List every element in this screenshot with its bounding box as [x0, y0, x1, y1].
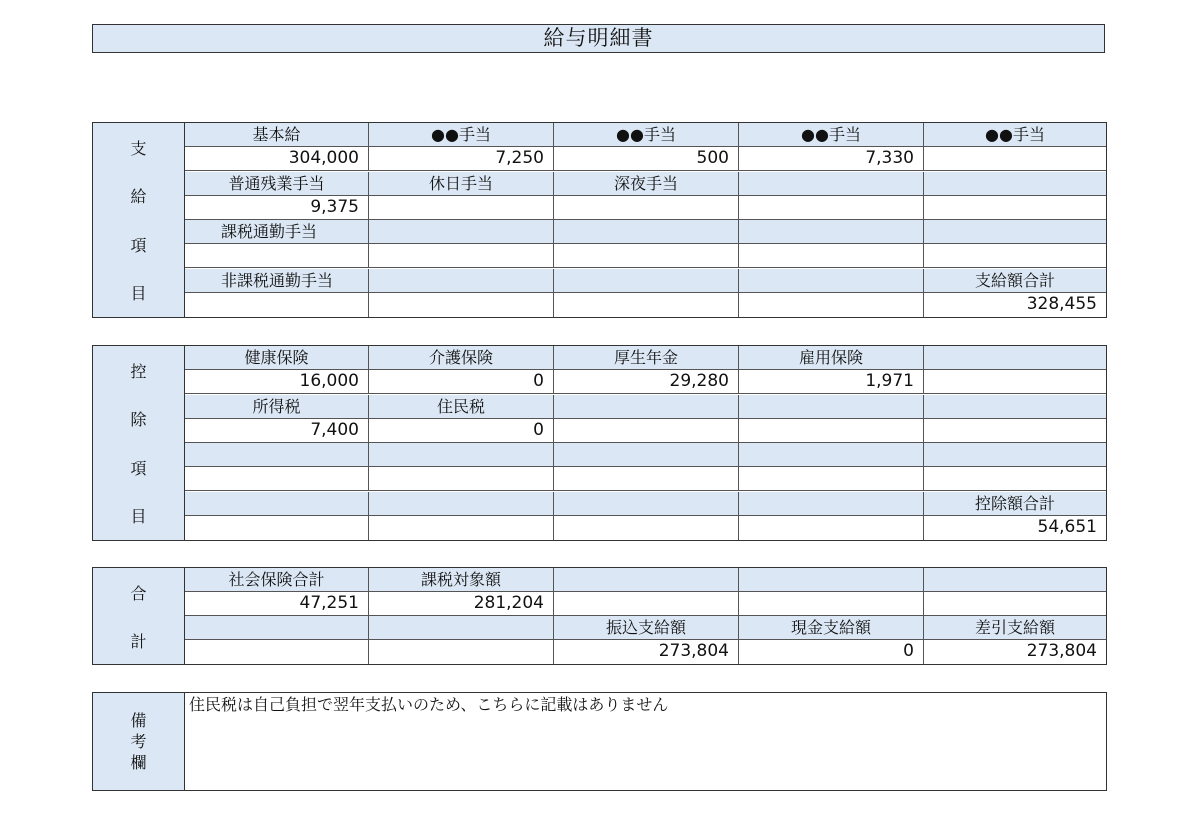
remarks-side-char: 考: [130, 732, 147, 751]
deductions-grid: [185, 346, 1106, 540]
payments-value-cell[interactable]: [369, 293, 554, 317]
remarks-section: [92, 692, 1107, 791]
payments-value-cell[interactable]: 500: [554, 147, 739, 171]
payments-value-cell[interactable]: [369, 196, 554, 220]
payments-header-cell: ●●手当: [739, 123, 924, 147]
totals-side-label: [93, 568, 185, 664]
deductions-side-char: 項: [130, 458, 147, 478]
payments-value-cell[interactable]: 7,250: [369, 147, 554, 171]
payments-value-cell[interactable]: [185, 293, 369, 317]
deductions-value-cell[interactable]: [739, 419, 924, 443]
deductions-side-label: [93, 346, 185, 540]
deductions-header-cell: [739, 395, 924, 419]
deductions-value-cell[interactable]: [924, 419, 1106, 443]
totals-value-cell[interactable]: 281,204: [369, 592, 554, 616]
deductions-header-cell: 雇用保険: [739, 346, 924, 370]
totals-value-cell[interactable]: [554, 592, 739, 616]
remarks-side-label: [93, 693, 185, 790]
payments-header-cell: 休日手当: [369, 172, 554, 196]
payments-value-cell[interactable]: 7,330: [739, 147, 924, 171]
deductions-header-cell: [185, 492, 369, 516]
deductions-value-cell[interactable]: 29,280: [554, 370, 739, 394]
payments-value-cell[interactable]: [554, 293, 739, 317]
payments-value-cell[interactable]: [924, 196, 1106, 220]
payments-value-cell[interactable]: [554, 244, 739, 268]
deductions-value-cell[interactable]: 0: [369, 419, 554, 443]
totals-header-cell: 課税対象額: [369, 568, 554, 592]
page-title: 給与明細書: [92, 24, 1105, 53]
deductions-value-cell[interactable]: [369, 467, 554, 491]
deductions-value-cell[interactable]: 7,400: [185, 419, 369, 443]
totals-value-cell[interactable]: 0: [739, 640, 924, 664]
deductions-header-cell: 控除額合計: [924, 492, 1106, 516]
deductions-header-cell: 介護保険: [369, 346, 554, 370]
totals-grid: [185, 568, 1106, 664]
totals-value-cell[interactable]: [369, 640, 554, 664]
totals-value-cell[interactable]: 47,251: [185, 592, 369, 616]
payments-header-cell: ●●手当: [554, 123, 739, 147]
deductions-header-cell: 健康保険: [185, 346, 369, 370]
payments-side-char: 目: [130, 284, 147, 304]
totals-header-cell: 振込支給額: [554, 616, 739, 640]
deductions-side-char: 控: [130, 361, 147, 381]
totals-header-cell: 社会保険合計: [185, 568, 369, 592]
payments-header-cell: 深夜手当: [554, 172, 739, 196]
deductions-header-cell: [924, 395, 1106, 419]
remarks-side-char: 欄: [130, 753, 147, 772]
payments-header-cell: [924, 172, 1106, 196]
totals-value-cell[interactable]: 273,804: [924, 640, 1106, 664]
deductions-header-cell: [554, 443, 739, 467]
payments-value-cell[interactable]: [739, 196, 924, 220]
deductions-header-cell: 厚生年金: [554, 346, 739, 370]
payments-header-cell: 基本給: [185, 123, 369, 147]
payments-header-cell: 非課税通勤手当: [185, 269, 369, 293]
payments-header-cell: [739, 269, 924, 293]
payments-value-cell[interactable]: [185, 244, 369, 268]
deductions-header-cell: [739, 492, 924, 516]
payments-header-cell: [554, 269, 739, 293]
payments-value-cell[interactable]: [739, 293, 924, 317]
totals-value-cell[interactable]: [739, 592, 924, 616]
totals-header-cell: [924, 568, 1106, 592]
deductions-value-cell[interactable]: 1,971: [739, 370, 924, 394]
totals-header-cell: [185, 616, 369, 640]
payments-header-cell: [739, 220, 924, 244]
payments-side-char: 給: [130, 187, 147, 207]
payments-value-cell[interactable]: [924, 147, 1106, 171]
deductions-value-cell[interactable]: [554, 516, 739, 540]
deductions-value-cell[interactable]: [185, 516, 369, 540]
payments-side-char: 支: [130, 138, 147, 158]
payments-value-cell[interactable]: [554, 196, 739, 220]
deductions-header-cell: [924, 443, 1106, 467]
deductions-value-cell[interactable]: [739, 467, 924, 491]
deductions-header-cell: [554, 395, 739, 419]
payments-header-cell: ●●手当: [924, 123, 1106, 147]
payments-value-cell[interactable]: 328,455: [924, 293, 1106, 317]
totals-header-cell: [554, 568, 739, 592]
totals-header-cell: 現金支給額: [739, 616, 924, 640]
totals-section: [92, 567, 1107, 665]
deductions-value-cell[interactable]: [924, 370, 1106, 394]
totals-header-cell: [369, 616, 554, 640]
payments-header-cell: [554, 220, 739, 244]
deductions-section: [92, 345, 1107, 541]
deductions-header-cell: [739, 443, 924, 467]
deductions-value-cell[interactable]: [554, 467, 739, 491]
deductions-value-cell[interactable]: [924, 467, 1106, 491]
payments-grid: [185, 123, 1106, 317]
totals-value-cell[interactable]: 273,804: [554, 640, 739, 664]
deductions-header-cell: 住民税: [369, 395, 554, 419]
totals-side-char: 合: [130, 583, 147, 603]
payments-header-cell: [369, 220, 554, 244]
payments-value-cell[interactable]: [739, 244, 924, 268]
deductions-header-cell: [369, 443, 554, 467]
deductions-value-cell[interactable]: [185, 467, 369, 491]
deductions-value-cell[interactable]: 54,651: [924, 516, 1106, 540]
payments-value-cell[interactable]: [924, 244, 1106, 268]
deductions-header-cell: [554, 492, 739, 516]
payments-header-cell: 普通残業手当: [185, 172, 369, 196]
totals-value-cell[interactable]: [185, 640, 369, 664]
payments-value-cell[interactable]: 304,000: [185, 147, 369, 171]
deductions-header-cell: 所得税: [185, 395, 369, 419]
payments-side-label: [93, 123, 185, 317]
payments-header-cell: [739, 172, 924, 196]
deductions-value-cell[interactable]: [554, 419, 739, 443]
payments-header-cell: [369, 269, 554, 293]
deductions-value-cell[interactable]: [739, 516, 924, 540]
payments-header-cell: 課税通勤手当: [185, 220, 369, 244]
deductions-value-cell[interactable]: 16,000: [185, 370, 369, 394]
deductions-header-cell: [924, 346, 1106, 370]
remarks-side-char: 備: [130, 711, 147, 730]
deductions-value-cell[interactable]: [369, 516, 554, 540]
payments-header-cell: 支給額合計: [924, 269, 1106, 293]
totals-side-char: 計: [130, 631, 147, 651]
totals-header-cell: 差引支給額: [924, 616, 1106, 640]
totals-value-cell[interactable]: [924, 592, 1106, 616]
deductions-side-char: 目: [130, 507, 147, 527]
deductions-side-char: 除: [130, 410, 147, 430]
payments-side-char: 項: [130, 235, 147, 255]
deductions-header-cell: [185, 443, 369, 467]
totals-header-cell: [739, 568, 924, 592]
deductions-value-cell[interactable]: 0: [369, 370, 554, 394]
payments-header-cell: [924, 220, 1106, 244]
payments-section: [92, 122, 1107, 318]
payments-header-cell: ●●手当: [369, 123, 554, 147]
payments-value-cell[interactable]: 9,375: [185, 196, 369, 220]
remarks-text[interactable]: 住民税は自己負担で翌年支払いのため、こちらに記載はありません: [189, 695, 669, 714]
payments-value-cell[interactable]: [369, 244, 554, 268]
deductions-header-cell: [369, 492, 554, 516]
